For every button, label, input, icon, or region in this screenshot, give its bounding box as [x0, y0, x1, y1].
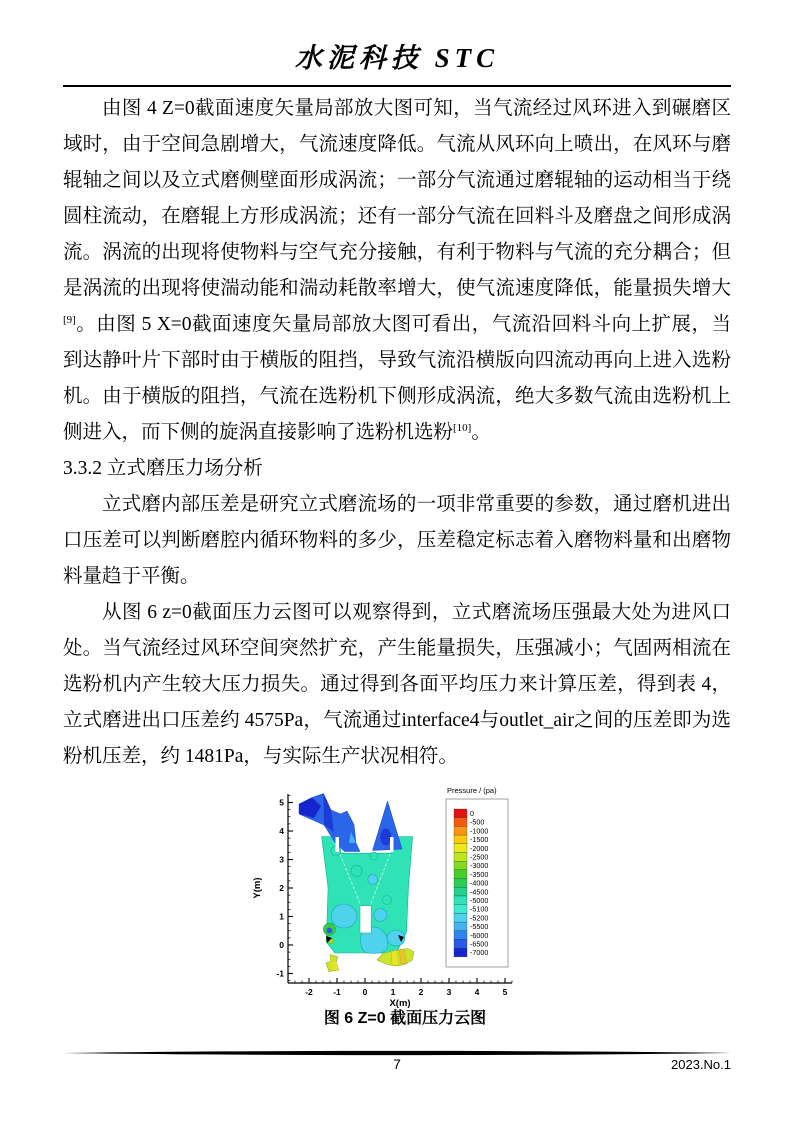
svg-text:-4000: -4000 [470, 878, 489, 888]
legend-title: Pressure / (pa) [447, 786, 497, 795]
x-axis-label: X(m) [389, 998, 411, 1009]
pressure-contour-plot [250, 780, 520, 1012]
journal-header: 水泥科技 STC [294, 43, 500, 73]
svg-text:4: 4 [279, 826, 284, 836]
svg-text:-5100: -5100 [470, 904, 489, 914]
paragraph-text: 。 [471, 422, 491, 443]
x-axis-ticks [295, 978, 512, 997]
figure-caption: 图 6 Z=0 截面压力云图 [323, 1010, 487, 1027]
svg-text:2: 2 [279, 883, 284, 893]
svg-text:4: 4 [474, 987, 480, 997]
paragraph-pressure-analysis: 从图 6 z=0截面压力云图可以观察得到，立式磨流场压强最大处为进风口处。当气流经过风环空间突然扩充，产生能量损失，压强减小；气固两相流在选粉机内产生较大压力损失。通过得到各面平均压力来计算压差，得到表 4，立式磨进出口压差约 4575Pa，气流通过interface4与outlet_air之间的压差即为选粉机压差，约 1481Pa，与实际生产状况相符。 [63, 602, 731, 767]
svg-text:-5200: -5200 [470, 913, 489, 923]
svg-text:-500: -500 [470, 817, 485, 827]
page-number: 7 [393, 1056, 401, 1072]
svg-text:1: 1 [390, 987, 396, 997]
colorbar-legend [446, 786, 508, 967]
y-axis-label: Y(m) [252, 877, 263, 899]
svg-text:5: 5 [279, 797, 284, 808]
svg-text:-6500: -6500 [470, 939, 489, 949]
svg-text:0: 0 [279, 940, 284, 950]
section-heading-332: 3.3.2 立式磨压力场分析 [63, 458, 263, 479]
svg-text:-5500: -5500 [470, 922, 489, 932]
paragraph-text: 。由图 5 X=0截面速度矢量局部放大图可看出，气流沿回料斗向上扩展，当到达静叶片下部时由于横版的阻挡，导致气流沿横版向四流动再向上进入选粉机。由于横版的阻挡，气流在选粉机下侧形成涡流，绝大多数气流由选粉机上侧进入，而下侧的旋涡直接影响了选粉机选粉 [63, 314, 731, 443]
svg-text:-1500: -1500 [470, 835, 489, 845]
svg-text:1: 1 [279, 911, 284, 922]
svg-text:-6000: -6000 [470, 930, 489, 940]
svg-text:-2000: -2000 [470, 843, 489, 853]
svg-text:2: 2 [418, 987, 424, 997]
svg-text:5: 5 [502, 987, 508, 997]
page-body [63, 91, 731, 775]
svg-text:-7000: -7000 [470, 948, 489, 958]
issue-label: 2023.No.1 [671, 1057, 731, 1072]
svg-text:0: 0 [470, 809, 474, 818]
contour-shapes [299, 794, 414, 972]
svg-text:-2500: -2500 [470, 852, 489, 862]
svg-text:-1000: -1000 [470, 826, 489, 836]
figure-6-pressure-contour [250, 780, 520, 1012]
svg-text:-4500: -4500 [470, 887, 489, 897]
svg-text:3: 3 [279, 854, 284, 865]
paragraph-velocity-field [63, 91, 731, 451]
svg-text:-1: -1 [333, 987, 341, 997]
citation-ref-10: [10] [453, 422, 472, 434]
svg-text:3: 3 [446, 987, 452, 997]
citation-ref-9: [9] [63, 314, 76, 326]
svg-text:-3500: -3500 [470, 869, 489, 879]
svg-text:-5000: -5000 [470, 896, 489, 905]
colorbar-entries [454, 809, 488, 957]
y-axis-ticks [276, 795, 293, 980]
paragraph-pressure-intro: 立式磨内部压差是研究立式磨流场的一项非常重要的参数，通过磨机进出口压差可以判断磨腔内循环物料的多少，压差稳定标志着入磨物料量和出磨物料量趋于平衡。 [63, 494, 731, 587]
svg-text:-2: -2 [305, 987, 313, 997]
svg-text:-1: -1 [276, 968, 284, 979]
svg-text:-3000: -3000 [470, 861, 489, 871]
svg-text:0: 0 [362, 987, 368, 997]
paragraph-text: 由图 4 Z=0截面速度矢量局部放大图可知，当气流经过风环进入到碾磨区域时，由于空间急剧增大，气流速度降低。气流从风环向上喷出，在风环与磨辊轴之间以及立式磨侧壁面形成涡流；一部分气流通过磨辊轴的运动相当于绕圆柱流动，在磨辊上方形成涡流；还有一部分气流在回料斗及磨盘之间形成涡流。涡流的出现将使物料与空气充分接触，有利于物料与气流的充分耦合；但是涡流的出现将使湍动能和湍动耗散率增大，使气流速度降低，能量损失增大 [63, 98, 731, 299]
header-divider [63, 85, 731, 87]
